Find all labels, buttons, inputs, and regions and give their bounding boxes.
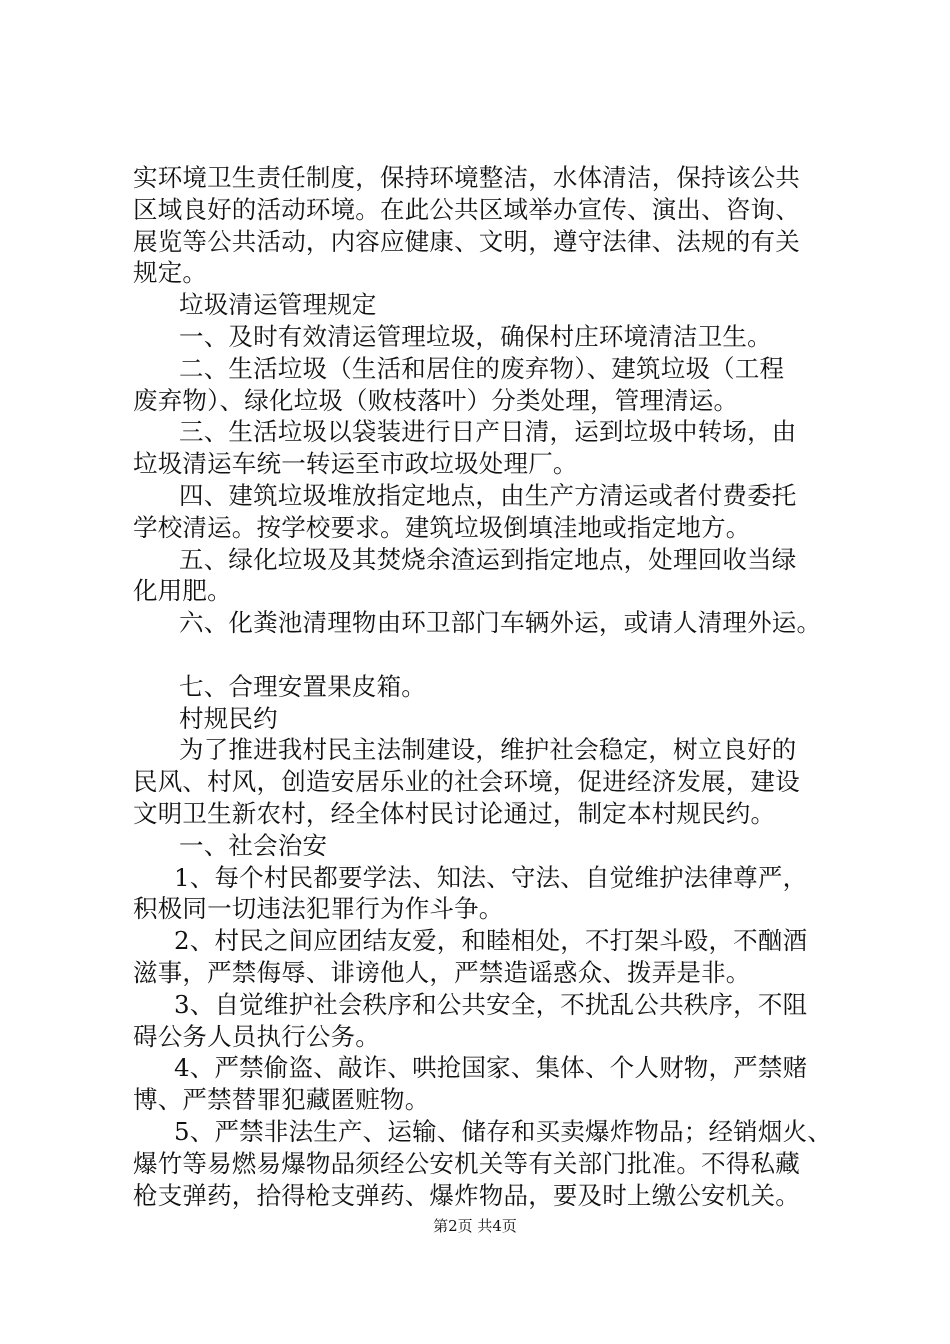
text-line: 5、严禁非法生产、运输、储存和买卖爆炸物品；经销烟火、: [174, 1116, 832, 1146]
text-line: 碍公务人员执行公务。: [133, 1021, 380, 1051]
text-line: 4、严禁偷盗、敲诈、哄抢国家、集体、个人财物，严禁赌: [174, 1053, 808, 1083]
text-line: 六、化粪池清理物由环卫部门车辆外运，或请人清理外运。: [179, 608, 822, 638]
text-line: 三、生活垃圾以袋装进行日产日清，运到垃圾中转场，由: [179, 417, 797, 447]
text-line: 为了推进我村民主法制建设，维护社会稳定，树立良好的: [179, 735, 797, 765]
text-line: 学校清运。按学校要求。建筑垃圾倒填洼地或指定地方。: [133, 512, 751, 542]
section-heading: 垃圾清运管理规定: [179, 290, 377, 320]
text-line: 废弃物）、绿化垃圾（败枝落叶）分类处理，管理清运。: [133, 385, 739, 415]
text-line: 实环境卫生责任制度，保持环境整洁，水体清洁，保持该公共: [133, 163, 800, 192]
text-line: 2、村民之间应团结友爱，和睦相处，不打架斗殴，不酗酒: [174, 926, 808, 956]
text-line: 化用肥。: [133, 576, 232, 606]
document-body: [133, 162, 848, 1211]
text-line: 枪支弹药，拾得枪支弹药、爆炸物品，要及时上缴公安机关。: [133, 1180, 800, 1210]
section-heading: 一、社会治安: [179, 830, 328, 860]
text-line: 二、生活垃圾（生活和居住的废弃物）、建筑垃圾（工程: [179, 353, 785, 383]
text-line: 1、每个村民都要学法、知法、守法、自觉维护法律尊严，: [174, 862, 808, 892]
text-line: 民风、村风，创造安居乐业的社会环境，促进经济发展，建设: [133, 767, 800, 797]
text-line: 七、合理安置果皮箱。: [179, 671, 426, 701]
text-line: 垃圾清运车统一转运至市政垃圾处理厂。: [133, 449, 578, 479]
text-line: 积极同一切违法犯罪行为作斗争。: [133, 894, 504, 924]
text-line: 博、严禁替罪犯藏匿赃物。: [133, 1085, 430, 1115]
text-line: 区域良好的活动环境。在此公共区域举办宣传、演出、咨询、: [133, 194, 800, 224]
text-line: 规定。: [133, 258, 208, 288]
text-line: 文明卫生新农村，经全体村民讨论通过，制定本村规民约。: [133, 798, 776, 828]
text-line: 滋事，严禁侮辱、诽谤他人，严禁造谣惑众、拨弄是非。: [133, 957, 751, 987]
section-heading: 村规民约: [179, 703, 278, 733]
text-line: 展览等公共活动，内容应健康、文明，遵守法律、法规的有关: [133, 226, 800, 256]
text-line: 爆竹等易燃易爆物品须经公安机关等有关部门批准。不得私藏: [133, 1148, 800, 1178]
text-line: 一、及时有效清运管理垃圾，确保村庄环境清洁卫生。: [179, 321, 772, 351]
text-line: 五、绿化垃圾及其焚烧余渣运到指定地点，处理回收当绿: [179, 544, 797, 574]
blank-line: [133, 639, 848, 671]
text-line: 四、建筑垃圾堆放指定地点，由生产方清运或者付费委托: [179, 480, 797, 510]
page-number: 第2页 共4页: [433, 1217, 517, 1235]
text-line: 3、自觉维护社会秩序和公共安全，不扰乱公共秩序，不阻: [174, 989, 808, 1019]
